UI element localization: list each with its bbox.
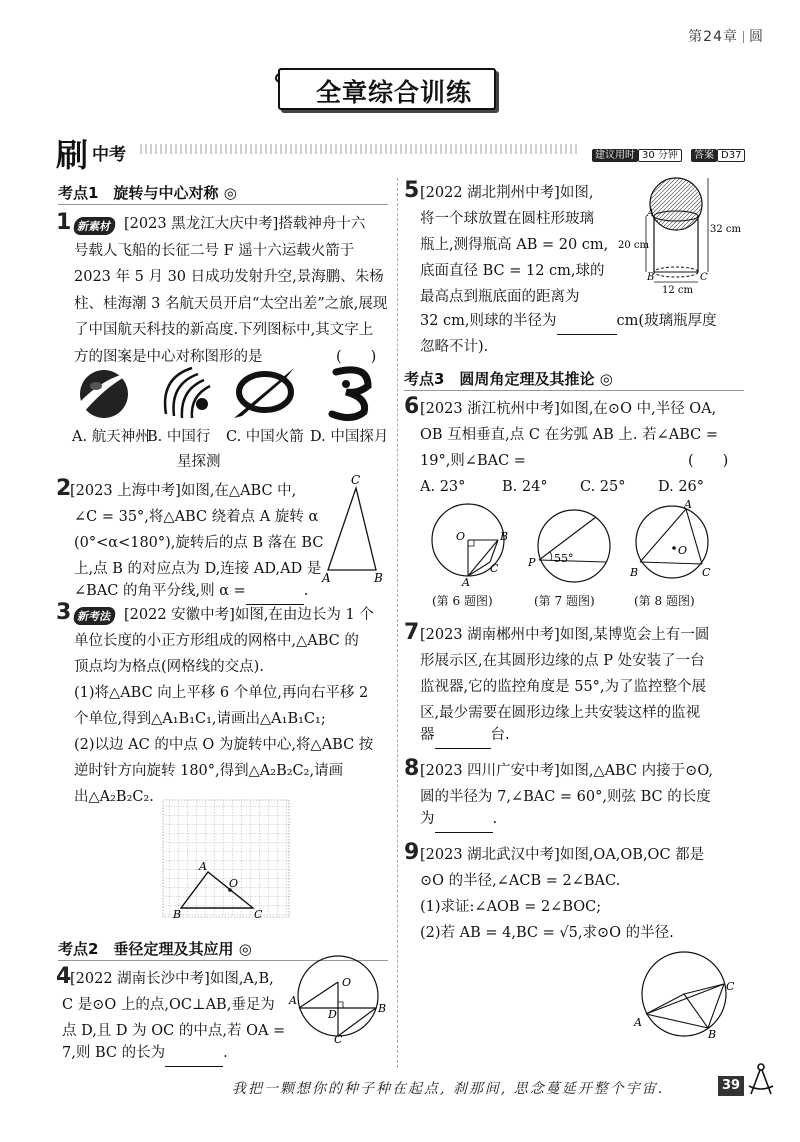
q8-answer-blank[interactable] bbox=[435, 832, 493, 833]
q2-line-5-text: ∠BAC 的角平分线,则 α = bbox=[74, 583, 246, 599]
q1-paren: ( ) bbox=[336, 349, 377, 365]
q3-badge bbox=[74, 605, 115, 625]
target-icon: ◎ bbox=[599, 370, 613, 388]
q4-answer-blank[interactable] bbox=[165, 1066, 223, 1067]
q5-label-a: A bbox=[647, 208, 655, 219]
kaodian-2-heading bbox=[58, 938, 252, 959]
target-icon: ◎ bbox=[238, 940, 252, 958]
q8-line-1: [2023 四川广安中考]如图,△ABC 内接于⊙O, bbox=[420, 763, 713, 779]
q9-label-c: C bbox=[726, 980, 735, 993]
q1-option-a: A. 航天神州 bbox=[72, 429, 150, 445]
q5-line-7: 忽略不计). bbox=[420, 339, 489, 355]
q2-line-3: (0°<α<180°),旋转后的点 B 落在 BC bbox=[74, 535, 324, 551]
q2-line-5: ∠BAC 的角平分线,则 α = . bbox=[74, 578, 308, 605]
q5-label-b: B bbox=[647, 272, 655, 283]
q4-label-o: O bbox=[342, 976, 352, 989]
q2-line-4: 上,点 B 的对应点为 D,连接 AD,AD 是 bbox=[74, 561, 322, 577]
q9-label-a: A bbox=[634, 1016, 642, 1029]
q7-line-3: 监视器,它的监控角度是 55°,为了监控整个展 bbox=[420, 679, 707, 695]
q5-label-w12: 12 cm bbox=[662, 285, 693, 296]
q7-tail: 台. bbox=[490, 727, 510, 743]
time-label: 建议用时 bbox=[592, 149, 638, 162]
kaodian-1-underline bbox=[58, 204, 388, 205]
q4-line-4-text: 7,则 BC 的长为 bbox=[62, 1045, 166, 1061]
q6-paren: ( ) bbox=[688, 453, 729, 469]
q3-label-c: C bbox=[254, 908, 263, 921]
icon-tanyue bbox=[318, 362, 378, 422]
footer-quote: 我把一颗想你的种子种在起点, 刹那间, 思念蔓延开整个宇宙. bbox=[232, 1081, 665, 1097]
q1-line-6: 方的图案是中心对称图形的是 bbox=[74, 349, 263, 365]
q8-label-o: O bbox=[678, 544, 688, 557]
q7-label-angle: 55° bbox=[554, 552, 574, 565]
q4-number: 4 bbox=[56, 964, 72, 989]
q9-line-3: (1)求证:∠AOB = 2∠BOC; bbox=[420, 899, 602, 915]
q7-number: 7 bbox=[404, 620, 420, 645]
q9-label-b: B bbox=[708, 1028, 717, 1040]
q9-circle-figure bbox=[626, 948, 744, 1040]
q3-grid-figure bbox=[160, 797, 296, 923]
q6-line-1: [2023 浙江杭州中考]如图,在⊙O 中,半径 OA, bbox=[420, 401, 717, 417]
kaodian-3-heading bbox=[404, 368, 613, 389]
q6-label-a: A bbox=[462, 576, 470, 586]
q6-line-2: OB 互相垂直,点 C 在劣弧 AB 上. 若∠ABC = bbox=[420, 427, 719, 443]
q9-line-1: [2023 湖北武汉中考]如图,OA,OB,OC 都是 bbox=[420, 847, 705, 863]
time-answer-tags bbox=[592, 143, 745, 162]
q5-line-6 bbox=[420, 308, 717, 335]
q5-label-h32: 32 cm bbox=[710, 224, 741, 235]
q5-line-3: 瓶上,测得瓶高 AB = 20 cm, bbox=[420, 237, 609, 253]
q1-option-d: D. 中国探月 bbox=[310, 429, 389, 445]
q5-line-2: 将一个球放置在圆柱形玻璃 bbox=[420, 211, 594, 227]
q8-line-3-text: 为 bbox=[420, 811, 435, 827]
q5-bottle-figure bbox=[618, 176, 744, 296]
q1-line-1: [2023 黑龙江大庆中考]搭载神舟十六 bbox=[124, 216, 366, 232]
q6-option-a: A. 23° bbox=[420, 479, 466, 495]
section-decoration bbox=[140, 144, 580, 154]
q6-circle-figure bbox=[424, 500, 520, 586]
q1-line-2: 号载人飞船的长征二号 F 遥十六运载火箭于 bbox=[74, 243, 355, 259]
q5-line-5: 最高点到瓶底面的距离为 bbox=[420, 289, 580, 305]
chapter-title: 圆 bbox=[749, 29, 764, 45]
kaodian-1-text: 考点1 旋转与中心对称 bbox=[58, 184, 219, 202]
q4-circle-figure bbox=[286, 952, 390, 1044]
icon-zhongguoxing bbox=[152, 362, 216, 422]
q9-line-2: ⊙O 的半径,∠ACB = 2∠BAC. bbox=[420, 873, 621, 889]
q2-line-1: [2023 上海中考]如图,在△ABC 中, bbox=[70, 483, 297, 499]
q8-line-3 bbox=[420, 806, 497, 833]
q6-option-c: C. 25° bbox=[580, 479, 626, 495]
q1-number: 1 bbox=[56, 210, 72, 235]
q4-label-d: D bbox=[328, 1008, 337, 1021]
q3-line-8: 出△A₂B₂C₂. bbox=[74, 789, 154, 805]
q4-line-4: 7,则 BC 的长为 . bbox=[62, 1040, 228, 1067]
q7-label-p: P bbox=[528, 556, 536, 569]
q1-option-c: C. 中国火箭 bbox=[226, 429, 304, 445]
q5-label-c: C bbox=[700, 272, 708, 283]
q6-label-o: O bbox=[456, 530, 466, 543]
q5-label-h20: 20 cm bbox=[618, 240, 649, 251]
q5-number: 5 bbox=[404, 178, 420, 203]
q7-line-5-text: 器 bbox=[420, 727, 435, 743]
kaodian-3-text: 考点3 圆周角定理及其推论 bbox=[404, 370, 595, 388]
target-icon: ◎ bbox=[223, 184, 237, 202]
q7-line-5 bbox=[420, 722, 510, 749]
q6-label-b: B bbox=[500, 530, 509, 543]
q8-line-2: 圆的半径为 7,∠BAC = 60°,则弦 BC 的长度 bbox=[420, 789, 711, 805]
chapter-number: 第24章 bbox=[688, 29, 738, 45]
q3-number: 3 bbox=[56, 600, 72, 625]
q8-label-a: A bbox=[684, 500, 692, 511]
answer-label: 答案 bbox=[691, 149, 717, 162]
q3-label-b: B bbox=[173, 908, 182, 921]
page-number: 39 bbox=[718, 1076, 744, 1096]
q8-number: 8 bbox=[404, 756, 420, 781]
column-divider bbox=[397, 178, 398, 1068]
q3-line-6: (2)以边 AC 的中点 O 为旋转中心,将△ABC 按 bbox=[74, 737, 374, 753]
q3-badge-text: 新考法 bbox=[72, 607, 116, 625]
q3-line-5: 个单位,得到△A₁B₁C₁,请画出△A₁B₁C₁; bbox=[74, 711, 326, 727]
q2-label-a: A bbox=[322, 571, 331, 585]
icon-huojian bbox=[230, 364, 300, 420]
q4-label-a: A bbox=[289, 994, 297, 1007]
q8-label-b: B bbox=[630, 566, 639, 579]
q8-circle-figure bbox=[628, 500, 716, 586]
kaodian-1-heading bbox=[58, 182, 237, 203]
q1-badge bbox=[74, 215, 115, 235]
q4-line-2: C 是⊙O 上的点,OC⊥AB,垂足为 bbox=[62, 997, 275, 1013]
q3-line-3: 顶点均为格点(网格线的交点). bbox=[74, 659, 264, 675]
q7-line-2: 形展示区,在其圆形边缘的点 P 处安装了一台 bbox=[420, 653, 705, 669]
q6-option-b: B. 24° bbox=[502, 479, 548, 495]
q8-label-c: C bbox=[702, 566, 711, 579]
q5-line-4: 底面直径 BC = 12 cm,球的 bbox=[420, 263, 605, 279]
q4-line-1: [2022 湖南长沙中考]如图,A,B, bbox=[70, 971, 274, 987]
q3-label-o: O bbox=[229, 877, 239, 890]
kaodian-2-text: 考点2 垂径定理及其应用 bbox=[58, 940, 234, 958]
q2-triangle-figure bbox=[318, 472, 390, 586]
time-value: 30 分钟 bbox=[638, 149, 682, 162]
q7-circle-figure bbox=[526, 506, 616, 588]
q3-line-7: 逆时针方向旋转 180°,得到△A₂B₂C₂,请画 bbox=[74, 763, 344, 779]
chapter-header bbox=[688, 26, 764, 46]
q5-line-6-text: 32 cm,则球的半径为 bbox=[420, 313, 557, 329]
q9-number: 9 bbox=[404, 840, 420, 865]
q9-line-4: (2)若 AB = 4,BC = √5,求⊙O 的半径. bbox=[420, 925, 674, 941]
q2-label-c: C bbox=[351, 473, 361, 487]
section-name: 中考 bbox=[92, 145, 126, 165]
q3-line-1: [2022 安徽中考]如图,在由边长为 1 个 bbox=[124, 607, 374, 623]
q4-label-b: B bbox=[378, 1002, 387, 1015]
q3-label-a: A bbox=[199, 860, 207, 873]
q1-option-d-line2: 星探测 bbox=[177, 454, 221, 470]
q3-line-2: 单位长度的小正方形组成的网格中,△ABC 的 bbox=[74, 633, 359, 649]
q5-line-6-tail: cm(玻璃瓶厚度 bbox=[616, 313, 717, 329]
page-title: 全章综合训练 bbox=[316, 78, 473, 107]
q8-tail: . bbox=[492, 811, 498, 827]
q2-label-b: B bbox=[374, 571, 383, 585]
caption-fig6: (第 6 题图) bbox=[432, 594, 493, 608]
q1-option-b: B. 中国行 bbox=[147, 429, 211, 445]
q4-label-c: C bbox=[334, 1033, 343, 1044]
caption-fig7: (第 7 题图) bbox=[534, 594, 595, 608]
q3-line-4: (1)将△ABC 向上平移 6 个单位,再向右平移 2 bbox=[74, 685, 369, 701]
q1-line-3: 2023 年 5 月 30 日成功发射升空,景海鹏、朱杨 bbox=[74, 269, 384, 285]
q6-label-c: C bbox=[490, 562, 499, 575]
q6-line-3: 19°,则∠BAC = bbox=[420, 453, 526, 469]
q2-line-2: ∠C = 35°,将△ABC 绕着点 A 旋转 α bbox=[74, 509, 319, 525]
q6-option-d: D. 26° bbox=[658, 479, 705, 495]
q2-number: 2 bbox=[56, 476, 72, 501]
q6-number: 6 bbox=[404, 394, 420, 419]
answer-page: D37 bbox=[717, 149, 745, 162]
q1-line-4: 柱、桂海潮 3 名航天员开启“太空出差”之旅,展现 bbox=[74, 296, 388, 312]
q1-line-5: 了中国航天科技的新高度.下列图标中,其文字上 bbox=[74, 322, 374, 338]
q7-answer-blank[interactable] bbox=[435, 748, 491, 749]
q1-badge-text: 新素材 bbox=[72, 217, 116, 235]
q5-answer-blank[interactable] bbox=[557, 334, 617, 335]
q7-line-1: [2023 湖南郴州中考]如图,某博览会上有一圆 bbox=[420, 627, 710, 643]
q4-line-3: 点 D,且 D 为 OC 的中点,若 OA = bbox=[62, 1023, 286, 1039]
section-brush: 刷 bbox=[56, 136, 89, 174]
icon-shenzhou bbox=[74, 362, 136, 422]
compass-icon bbox=[746, 1062, 776, 1098]
kaodian-3-underline bbox=[404, 390, 744, 391]
q5-line-1: [2022 湖北荆州中考]如图, bbox=[420, 185, 594, 201]
q7-line-4: 区,最少需要在圆形边缘上共安装这样的监视 bbox=[420, 705, 701, 721]
caption-fig8: (第 8 题图) bbox=[634, 594, 695, 608]
